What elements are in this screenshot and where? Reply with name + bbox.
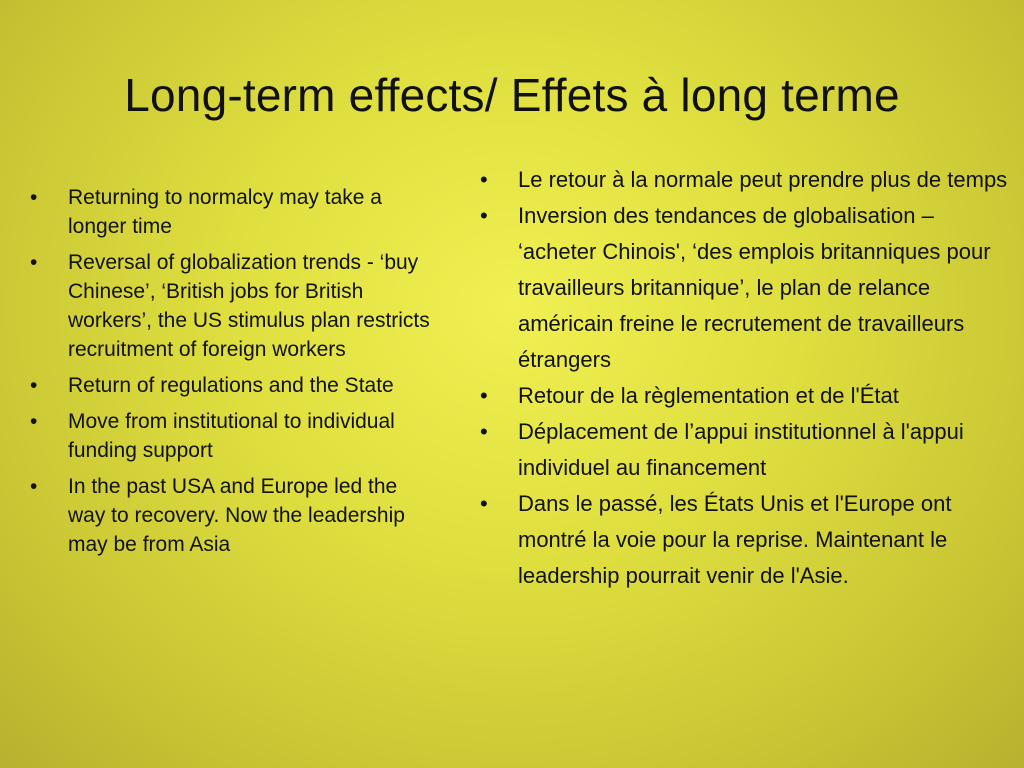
french-bullet-list <box>480 162 1010 594</box>
french-bullet-item: • Retour de la règlementation et de l'État <box>480 378 1010 414</box>
english-bullet-list <box>30 183 440 566</box>
english-bullet-item: • Move from institutional to individual funding support <box>30 407 440 465</box>
french-bullet-item: • Inversion des tendances de globalisation – ‘acheter Chinois', ‘des emplois britanniques pour travailleurs britannique’, le plan de relance américain freine le recrutement de travailleurs étrangers <box>480 198 1010 378</box>
english-bullet-item: • Returning to normalcy may take a longer time <box>30 183 440 241</box>
english-bullet-item: • Reversal of globalization trends - ‘buy Chinese’, ‘British jobs for British workers’, the US stimulus plan restricts recruitment of foreign workers <box>30 248 440 364</box>
english-bullet-item: • In the past USA and Europe led the way to recovery. Now the leadership may be from Asia <box>30 472 440 559</box>
french-bullet-item: • Le retour à la normale peut prendre plus de temps <box>480 162 1010 198</box>
french-bullet-item: • Déplacement de l’appui institutionnel à l'appui individuel au financement <box>480 414 1010 486</box>
slide-title: Long-term effects/ Effets à long terme <box>124 69 900 121</box>
french-bullet-item: • Dans le passé, les États Unis et l'Europe ont montré la voie pour la reprise. Maintenant le leadership pourrait venir de l'Asie. <box>480 486 1010 594</box>
english-bullet-item: • Return of regulations and the State <box>30 371 440 400</box>
